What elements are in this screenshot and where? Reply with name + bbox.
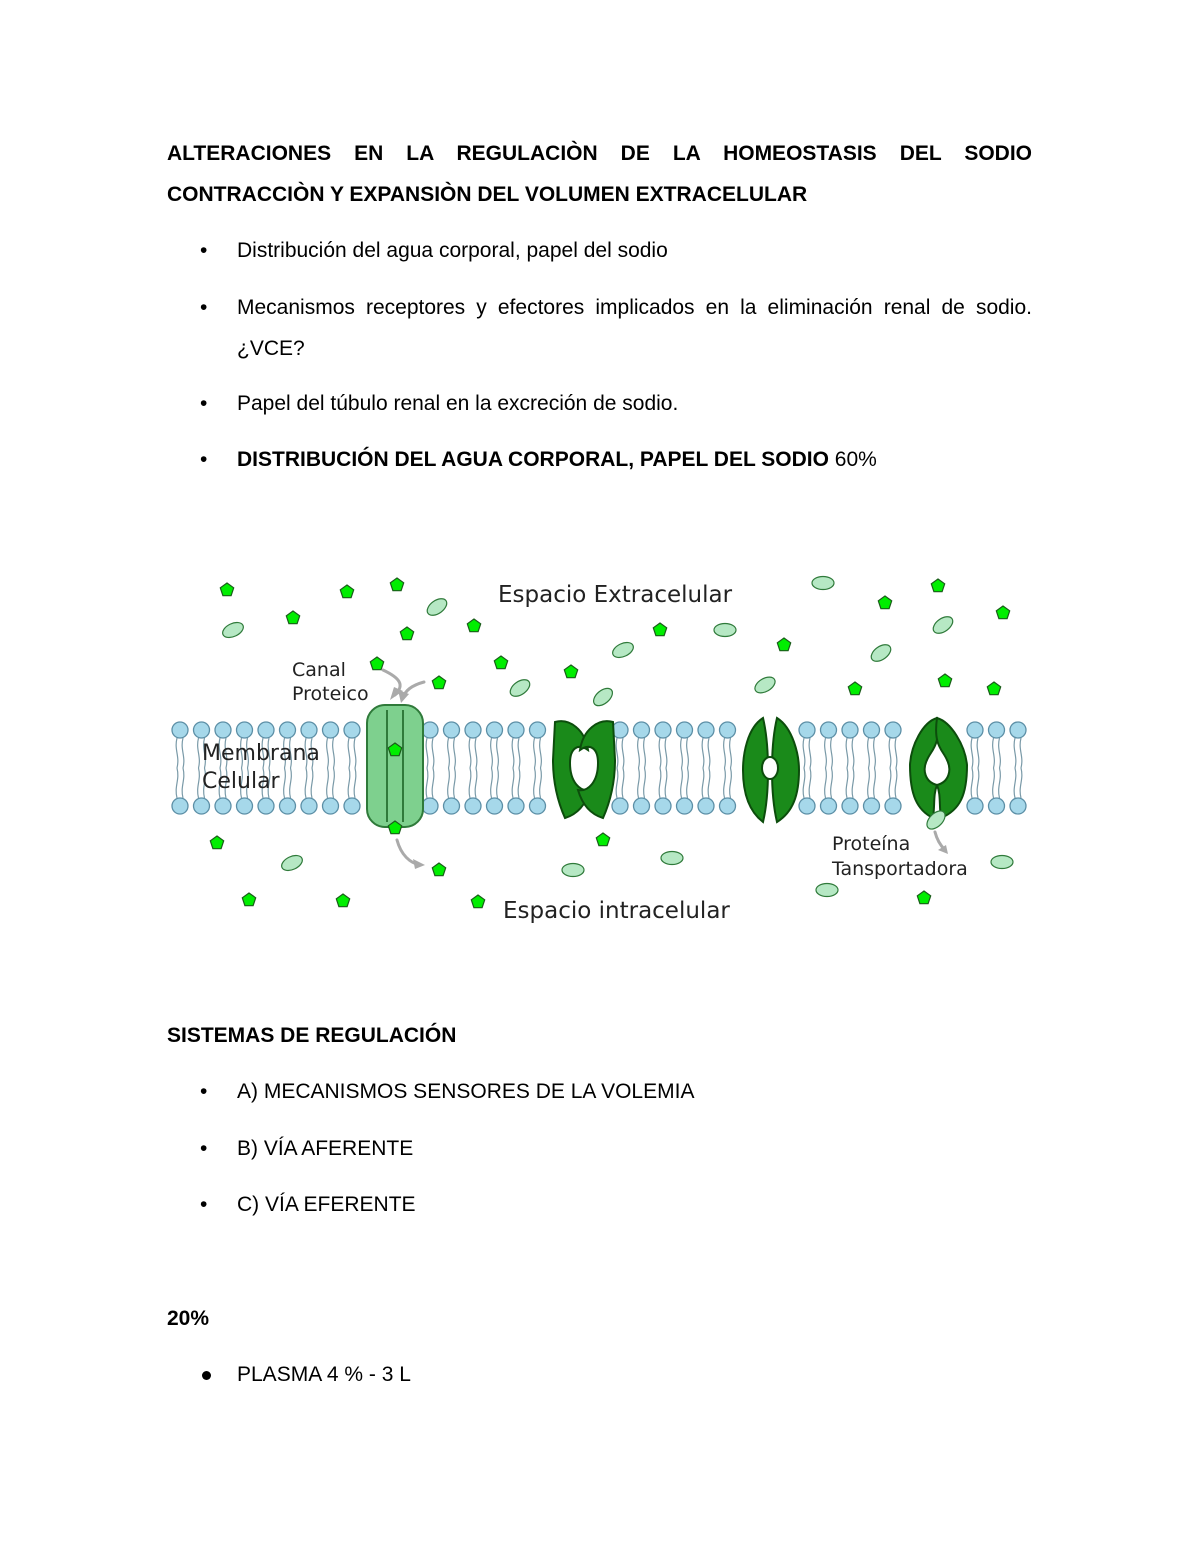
sodium-ion bbox=[596, 833, 609, 846]
bullet-icon: • bbox=[200, 1080, 208, 1103]
percentage-text: 60% bbox=[828, 448, 877, 471]
sodium-ion bbox=[286, 611, 299, 624]
list-item-text: B) VÍA AFERENTE bbox=[237, 1137, 414, 1160]
channel-label-line1: Canal bbox=[292, 659, 346, 681]
sodium-ion bbox=[653, 623, 666, 636]
lipid-molecule bbox=[194, 722, 210, 814]
sodium-ion bbox=[996, 606, 1009, 619]
intracellular-label: Espacio intracelular bbox=[503, 898, 730, 924]
water-molecule bbox=[590, 685, 615, 709]
sodium-ion bbox=[987, 682, 1000, 695]
lipid-molecule bbox=[1010, 722, 1026, 814]
lipid-molecule bbox=[989, 722, 1005, 814]
bullet-icon: • bbox=[200, 448, 208, 471]
water-molecule bbox=[991, 856, 1013, 869]
cell-membrane-diagram bbox=[165, 560, 1040, 940]
water-molecule bbox=[930, 613, 955, 636]
bold-text: DISTRIBUCIÓN DEL AGUA CORPORAL, PAPEL DEL SODIO bbox=[237, 448, 829, 471]
water-molecule bbox=[424, 595, 449, 618]
lipid-molecule bbox=[821, 722, 837, 814]
document-title-line2: CONTRACCIÒN Y EXPANSIÒN DEL VOLUMEN EXTRACELULAR bbox=[167, 183, 808, 206]
bullet-icon: • bbox=[200, 1137, 208, 1160]
document-title-line1: ALTERACIONES EN LA REGULACIÒN DE LA HOMEOSTASIS DEL SODIO bbox=[167, 142, 1032, 165]
water-molecule bbox=[714, 624, 736, 637]
sodium-ion bbox=[370, 657, 383, 670]
sodium-ion bbox=[564, 665, 577, 678]
sodium-ion bbox=[878, 596, 891, 609]
transporter-label-line1: Proteína bbox=[832, 833, 911, 855]
lipid-molecule bbox=[698, 722, 714, 814]
transporter-protein-closed bbox=[743, 718, 799, 822]
sodium-ion bbox=[336, 894, 349, 907]
bullet-icon: • bbox=[200, 1193, 208, 1216]
membrane-label-line2: Celular bbox=[202, 769, 280, 794]
membrane-label-line1: Membrana bbox=[202, 741, 320, 766]
water-molecule bbox=[562, 864, 584, 877]
lipid-molecule bbox=[444, 722, 460, 814]
water-molecule bbox=[868, 641, 893, 664]
bullet-icon: • bbox=[200, 239, 208, 262]
lipid-molecule bbox=[172, 722, 188, 814]
list-item-text: A) MECANISMOS SENSORES DE LA VOLEMIA bbox=[237, 1080, 695, 1103]
lipid-molecule bbox=[885, 722, 901, 814]
sodium-ion bbox=[220, 583, 233, 596]
lipid-molecule bbox=[487, 722, 503, 814]
transporter-label-line2: Tansportadora bbox=[832, 858, 968, 880]
sodium-ion bbox=[390, 578, 403, 591]
lipid-molecule bbox=[508, 722, 524, 814]
transporter-protein-open-top bbox=[553, 721, 615, 818]
lipid-molecule bbox=[967, 722, 983, 814]
lipid-molecule bbox=[301, 722, 317, 814]
water-molecule bbox=[279, 852, 304, 873]
list-item-text: Papel del túbulo renal en la excreción de sodio. bbox=[237, 392, 679, 415]
sodium-ion bbox=[494, 656, 507, 669]
lipid-molecule bbox=[258, 722, 274, 814]
percentage-heading: 20% bbox=[167, 1307, 210, 1330]
transporter-protein-open-bottom bbox=[910, 718, 967, 818]
lipid-molecule bbox=[677, 722, 693, 814]
sodium-ion bbox=[467, 619, 480, 632]
sodium-ion bbox=[471, 895, 484, 908]
regulation-heading: SISTEMAS DE REGULACIÓN bbox=[167, 1024, 457, 1047]
water-molecule bbox=[610, 639, 635, 660]
bullet-icon: • bbox=[200, 296, 208, 319]
sodium-ion bbox=[917, 891, 930, 904]
lipid-molecule bbox=[422, 722, 438, 814]
bullet-dot-icon bbox=[202, 1371, 211, 1380]
lipid-molecule bbox=[237, 722, 253, 814]
sodium-ion bbox=[242, 893, 255, 906]
sodium-ion bbox=[210, 836, 223, 849]
water-molecule bbox=[220, 619, 245, 640]
protein-channel bbox=[367, 705, 423, 827]
sodium-ion bbox=[777, 638, 790, 651]
lipid-molecule bbox=[215, 722, 231, 814]
water-molecule bbox=[507, 676, 532, 699]
lipid-molecule bbox=[323, 722, 339, 814]
lipid-molecule bbox=[864, 722, 880, 814]
water-molecule bbox=[661, 852, 683, 865]
lipid-molecule bbox=[720, 722, 736, 814]
water-molecule bbox=[816, 884, 838, 897]
water-molecule bbox=[812, 577, 834, 590]
water-molecule bbox=[752, 674, 778, 696]
sodium-ion bbox=[938, 674, 951, 687]
lipid-molecule bbox=[344, 722, 360, 814]
sodium-ion bbox=[432, 676, 445, 689]
sodium-ion bbox=[931, 579, 944, 592]
lipid-molecule bbox=[842, 722, 858, 814]
channel-label-line2: Proteico bbox=[292, 683, 369, 705]
bullet-icon: • bbox=[200, 392, 208, 415]
list-item-text: Mecanismos receptores y efectores implicados en la eliminación renal de sodio. ¿VCE? bbox=[237, 296, 1032, 360]
list-item-text: C) VÍA EFERENTE bbox=[237, 1193, 416, 1216]
list-item-text bbox=[237, 439, 1032, 480]
lipid-molecule bbox=[634, 722, 650, 814]
list-item-text: PLASMA 4 % - 3 L bbox=[237, 1363, 411, 1386]
sodium-ion bbox=[400, 627, 413, 640]
lipid-molecule bbox=[655, 722, 671, 814]
sodium-ion bbox=[848, 682, 861, 695]
list-item-text: Distribución del agua corporal, papel del sodio bbox=[237, 239, 668, 262]
lipid-molecule bbox=[465, 722, 481, 814]
sodium-ion bbox=[432, 863, 445, 876]
extracellular-label: Espacio Extracelular bbox=[498, 582, 733, 608]
sodium-ion bbox=[340, 585, 353, 598]
lipid-molecule bbox=[280, 722, 296, 814]
lipid-molecule bbox=[799, 722, 815, 814]
lipid-molecule bbox=[530, 722, 546, 814]
